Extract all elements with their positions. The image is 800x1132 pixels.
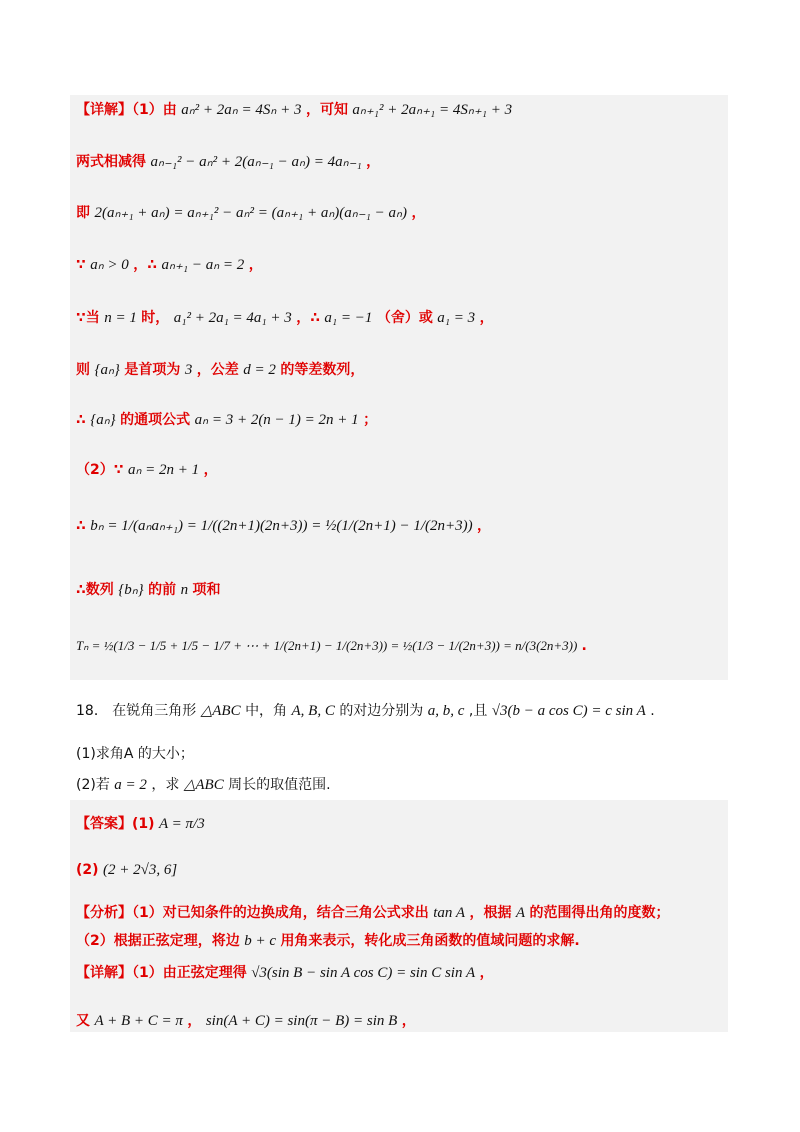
text: 两式相减得 (76, 154, 146, 170)
formula: n (180, 582, 189, 598)
text: （2）∵ (76, 462, 124, 478)
problem-number: 18． (76, 703, 108, 719)
text: 是首项为 (124, 362, 181, 378)
text: 用角来表示，转化成三角函数的值域问题的求解. (280, 933, 580, 949)
formula: aₙ₊₁ − aₙ = 2 (161, 257, 245, 273)
formula: aₙ > 0 (90, 257, 129, 273)
text: ， (411, 205, 426, 221)
formula: A + B + C = π (94, 1013, 183, 1029)
solution-line-10 (76, 580, 221, 600)
formula: tan A (433, 905, 466, 921)
text: ∴数列 (76, 582, 114, 598)
text: ， (477, 518, 492, 534)
text: 的通项公式 (120, 412, 191, 428)
text: ，∴ (133, 257, 158, 273)
detail-line-1 (76, 963, 494, 983)
analysis-label: 【分析】（1）对已知条件的边换成角，结合三角公式求出 (76, 905, 429, 921)
solution-line-4 (76, 255, 263, 275)
text: ， (187, 1013, 202, 1029)
problem-18-part-1 (76, 743, 194, 763)
formula: a₁² + 2a₁ = 4a₁ + 3 (173, 310, 292, 326)
detail-label: 【详解】（1）由正弦定理得 (76, 965, 247, 981)
text: 中，角 (245, 703, 288, 719)
solution-line-2 (76, 152, 380, 172)
text: (1)求角A 的大小； (76, 746, 194, 762)
because-symbol: ∵ (76, 257, 86, 273)
text: ， (401, 1013, 416, 1029)
formula: (2 + 2√3, 6] (103, 862, 178, 878)
formula: A, B, C (291, 703, 335, 719)
answer-line-1 (76, 814, 205, 834)
formula: a = 2 (114, 777, 147, 793)
text: （2）根据正弦定理，将边 (76, 933, 240, 949)
text: （舍）或 (376, 310, 433, 326)
analysis-line-2 (76, 931, 580, 951)
analysis-line-1 (76, 903, 670, 923)
formula: Tₙ = ½(1/3 − 1/5 + 1/5 − 1/7 + ⋯ + 1/(2n+1) − 1/(2n+3)) = ½(1/3 − 1/(2n+3)) = n/(3(2n+3)) (76, 638, 578, 653)
text: ， (479, 965, 494, 981)
detail-label: 【详解】（1）由 (76, 102, 177, 118)
text: . (581, 638, 587, 654)
text: (2) (76, 862, 99, 878)
text: 的对边分别为 (339, 703, 424, 719)
text: 周长的取值范围. (228, 777, 331, 793)
solution-line-3 (76, 203, 425, 223)
text: ∵当 (76, 310, 100, 326)
formula: △ABC (200, 703, 241, 719)
formula: a₁ = −1 (324, 310, 373, 326)
text: 时， (141, 310, 170, 326)
problem-18-statement (76, 700, 655, 720)
formula: n = 1 (104, 310, 137, 326)
problem-18-part-2 (76, 774, 331, 794)
formula: aₙ = 2n + 1 (127, 462, 200, 478)
formula: A = π/3 (159, 816, 205, 832)
formula: aₙ₋₁² − aₙ² + 2(aₙ₋₁ − aₙ) = 4aₙ₋₁ (150, 154, 362, 170)
formula: {bₙ} (118, 582, 144, 598)
text: ，求 (151, 777, 180, 793)
formula: d = 2 (243, 362, 276, 378)
formula: 2(aₙ₊₁ + aₙ) = aₙ₊₁² − aₙ² = (aₙ₊₁ + aₙ)(aₙ₋₁ − aₙ) (94, 205, 407, 221)
text: ，公差 (196, 362, 239, 378)
formula: {aₙ} (90, 412, 116, 428)
text: ,且 (468, 703, 488, 719)
answer-line-2 (76, 860, 177, 880)
formula: A (515, 905, 526, 921)
text: 则 (76, 362, 90, 378)
text: 的等差数列， (280, 362, 365, 378)
formula: aₙ = 3 + 2(n − 1) = 2n + 1 (194, 412, 359, 428)
solution-line-1 (76, 100, 512, 120)
text: 的范围得出角的度数； (529, 905, 670, 921)
solution-line-9 (76, 516, 491, 536)
formula: △ABC (183, 777, 224, 793)
text: 项和 (192, 582, 221, 598)
answer-label: 【答案】(1) (76, 816, 155, 832)
formula: a, b, c (427, 703, 465, 719)
formula: aₙ₊₁² + 2aₙ₊₁ = 4Sₙ₊₁ + 3 (352, 102, 513, 118)
text: ，∴ (296, 310, 320, 326)
formula: 3 (184, 362, 193, 378)
text: ∴ (76, 412, 86, 428)
detail-line-2 (76, 1011, 416, 1031)
formula: √3(b − a cos C) = c sin A (491, 703, 646, 719)
text: 又 (76, 1013, 90, 1029)
formula: b + c (244, 933, 276, 949)
solution-line-5 (76, 308, 494, 328)
solution-line-7 (76, 410, 377, 430)
text: ； (363, 412, 378, 428)
text: ， (203, 462, 218, 478)
solution-line-11 (76, 636, 587, 657)
formula: aₙ² + 2aₙ = 4Sₙ + 3 (181, 102, 302, 118)
text: ∴ (76, 518, 86, 534)
text: . (650, 703, 655, 719)
formula: √3(sin B − sin A cos C) = sin C sin A (251, 965, 476, 981)
formula: bₙ = 1/(aₙaₙ₊₁) = 1/((2n+1)(2n+3)) = ½(1/(2n+1) − 1/(2n+3)) (90, 518, 473, 534)
text: 的前 (148, 582, 177, 598)
text: ， (479, 310, 494, 326)
text: ， (366, 154, 381, 170)
text: ， (248, 257, 263, 273)
text: 即 (76, 205, 90, 221)
text: ，根据 (469, 905, 512, 921)
formula: {aₙ} (94, 362, 120, 378)
solution-line-8 (76, 460, 218, 480)
text: (2)若 (76, 777, 110, 793)
solution-line-6 (76, 360, 364, 380)
formula: a₁ = 3 (437, 310, 476, 326)
text: ，可知 (305, 102, 348, 118)
formula: sin(A + C) = sin(π − B) = sin B (205, 1013, 398, 1029)
text: 在锐角三角形 (112, 703, 197, 719)
